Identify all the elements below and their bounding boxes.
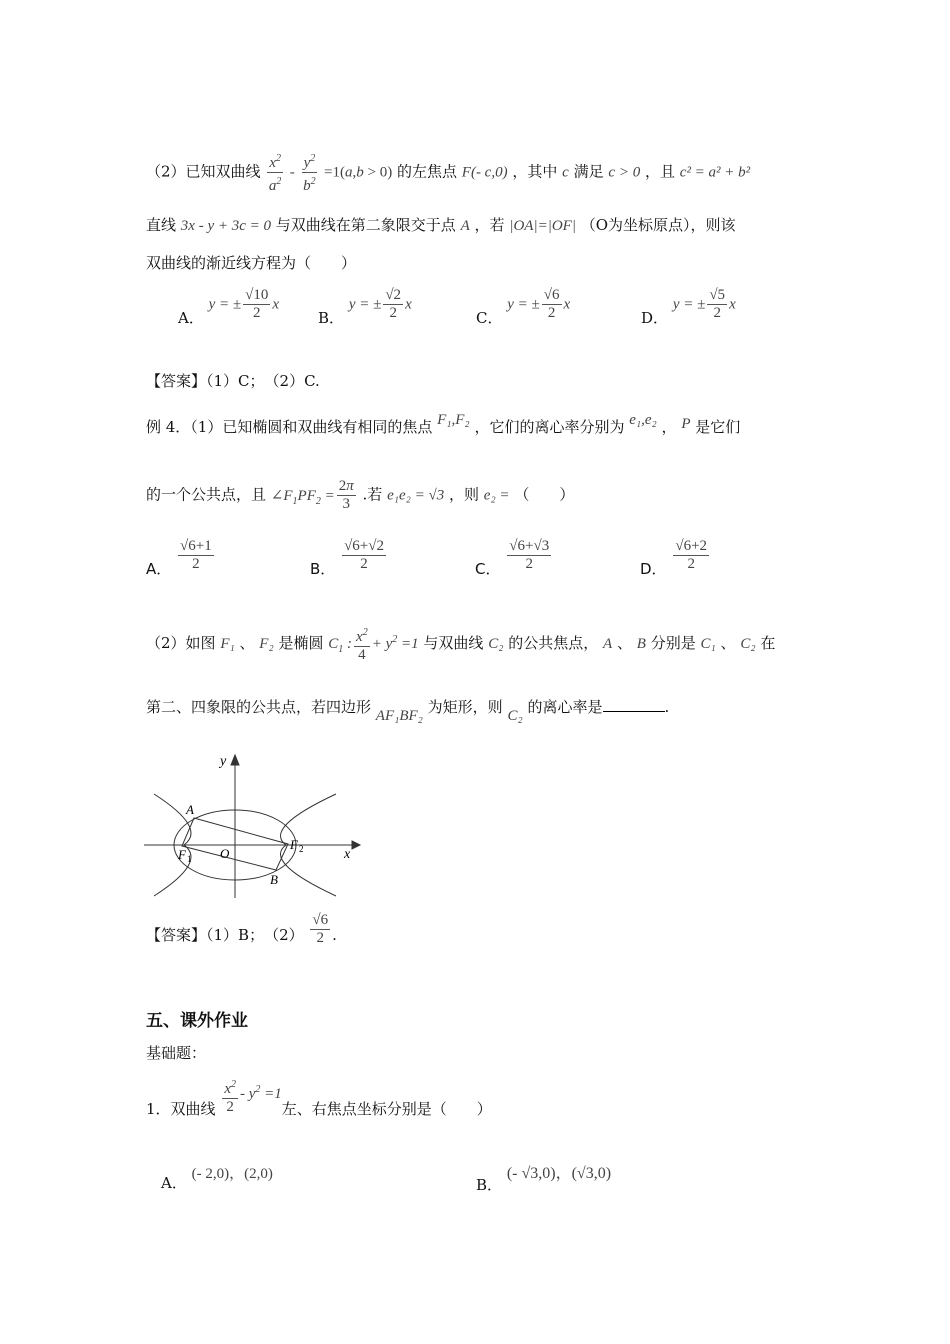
line-equation: 3x - y + 3c = 0	[180, 218, 272, 234]
ex4-option-b: B． $\frac{√6+√2}{2}$	[310, 538, 385, 578]
hw1-option-a: A． (- 2,0)，(2,0)	[161, 1166, 273, 1192]
ex4-line2: 的一个公共点，且 $\angle F_1PF_2$ = $\frac{2\pi}{3}$ .若 e₁e₂ = √3 ，则 e₂ = （ ）	[146, 478, 575, 512]
hyperbola-frac1: $\frac{x^2}{a^2}$	[267, 150, 283, 195]
q2-focus: F(- c,0)	[461, 164, 508, 181]
hw1-line: 1．双曲线 $\frac{x^2}{2}$ - $y^2 =1$左、右焦点坐标分别是（ ）	[146, 1076, 492, 1116]
fig-label-a: A	[186, 802, 194, 817]
hyperbola-frac2: $\frac{y^2}{b^2}$	[302, 150, 318, 195]
answer-blank	[603, 699, 665, 712]
fig-label-y: y	[220, 754, 227, 769]
fig-label-o: O	[220, 846, 230, 861]
ex4-part2-line1: （2）如图 F₁ 、 F₂ 是椭圆 $C_1$ : $\frac{x^2}{4}$ + $y^2 =1$ 与双曲线 C₂ 的公共焦点， A 、 B 分别是 C₁ 、 C₂ 在	[146, 624, 775, 664]
ex4-option-d: D． $\frac{√6+2}{2}$	[640, 538, 708, 578]
basic-title: 基础题：	[146, 1044, 207, 1062]
fig-label-f1: F	[178, 847, 186, 862]
q2-line3: 双曲线的渐近线方程为（ ）	[146, 254, 357, 272]
q2-line2: 直线 3x - y + 3c = 0 与双曲线在第二象限交于点 A ，若 |OA|=|OF| （O为坐标原点），则该	[146, 216, 736, 234]
fig-label-x: x	[344, 847, 351, 862]
y-axis-arrow	[231, 755, 239, 765]
ellipse-hyperbola-figure	[140, 748, 370, 900]
fig-label-f1-sub: 1	[187, 854, 192, 864]
fig-label-b: B	[270, 872, 278, 887]
answer-1: 【答案】（1）C； （2）C.	[146, 372, 320, 390]
q2-line1: （2）已知双曲线 $\frac{x^2}{a^2}$ - $\frac{y^2}{b^2}$ =1(a,b > 0) 的左焦点 F(- c,0) ，其中 c 满足 c > 0 ，且 c² = a² + b²	[146, 150, 750, 195]
fig-label-f2-sub: 2	[299, 844, 304, 854]
ex4-part2-line2: 第二、四象限的公共点，若四边形 AF₁BF₂ 为矩形，则 C₂ 的离心率是 .	[146, 698, 670, 724]
q2-option-d: D． y = ± $\frac{√5}{2}$ x	[641, 287, 736, 327]
answer-2: 【答案】（1）B； （2） $\frac{√6}{2}$ .	[146, 912, 337, 946]
section-title: 五、课外作业	[146, 1011, 248, 1031]
q2-option-a: A． y = ± $\frac{√10}{2}$ x	[178, 287, 280, 327]
q2-option-b: B． y = ± $\frac{√2}{2}$ x	[318, 287, 412, 327]
q2-t1: 的左焦点	[396, 162, 457, 181]
q2-prefix: （2）已知双曲线	[146, 162, 261, 181]
ex4-option-c: C． $\frac{√6+√3}{2}$	[475, 538, 550, 578]
ex4-line1: 例 4．（1）已知椭圆和双曲线有相同的焦点 F₁,F₂ ，它们的离心率分别为 e₁,e₂ ， P 是它们	[146, 412, 741, 436]
hw1-option-b: B． (- √3,0)，(√3,0)	[476, 1165, 612, 1194]
x-axis-arrow	[352, 841, 360, 849]
ex4-option-a: A． $\frac{√6+1}{2}$	[146, 538, 212, 578]
fig-label-f2: F	[290, 837, 298, 852]
q2-option-c: C． y = ± $\frac{√6}{2}$ x	[476, 287, 571, 327]
